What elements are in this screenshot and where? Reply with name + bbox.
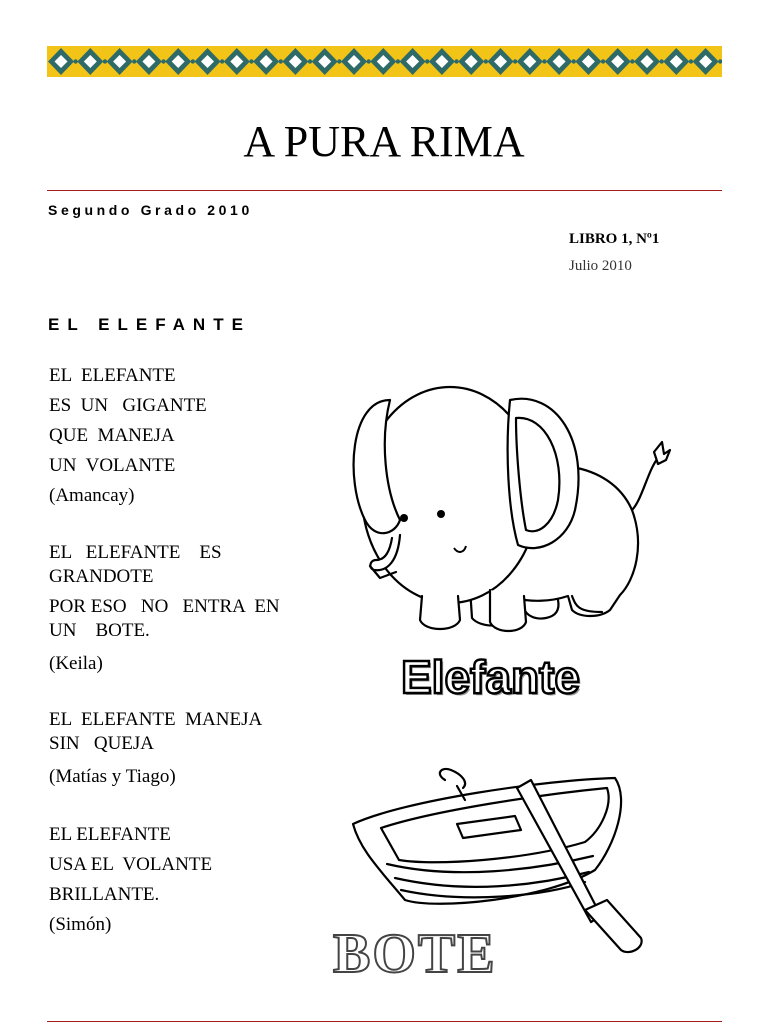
verse-line: SIN QUEJA bbox=[49, 733, 155, 754]
title-divider bbox=[47, 190, 722, 191]
verse-line: QUE MANEJA bbox=[49, 425, 175, 446]
verse-line: BRILLANTE. bbox=[49, 884, 160, 905]
banner-dot bbox=[689, 59, 693, 63]
verse-line: ES UN GIGANTE bbox=[49, 395, 207, 416]
verse-author: (Amancay) bbox=[49, 485, 135, 506]
verse-author: (Matías y Tiago) bbox=[49, 766, 176, 787]
banner-dot bbox=[454, 59, 458, 63]
grade-label: Segundo Grado 2010 bbox=[48, 202, 253, 218]
elephant-illustration bbox=[340, 360, 680, 650]
banner-dot bbox=[161, 59, 165, 63]
banner-dot bbox=[484, 59, 488, 63]
banner-dot bbox=[279, 59, 283, 63]
verse-line: EL ELEFANTE ES bbox=[49, 542, 222, 563]
banner-dot bbox=[425, 59, 429, 63]
poem-title: EL ELEFANTE bbox=[48, 315, 251, 334]
banner-dot bbox=[191, 59, 195, 63]
bottom-divider bbox=[47, 1021, 722, 1022]
banner-dot bbox=[659, 59, 663, 63]
banner-dot bbox=[572, 59, 576, 63]
banner-dot bbox=[249, 59, 253, 63]
stanza-4 bbox=[49, 820, 212, 940]
stanza-1 bbox=[49, 361, 207, 511]
page-title: A PURA RIMA bbox=[243, 117, 525, 166]
decorative-banner bbox=[47, 46, 722, 77]
verse-line: EL ELEFANTE bbox=[49, 824, 171, 845]
verse-line: POR ESO NO ENTRA EN bbox=[49, 596, 280, 617]
banner-dot bbox=[630, 59, 634, 63]
stanza-2 bbox=[49, 541, 280, 679]
stanza-3 bbox=[49, 708, 262, 792]
banner-dot bbox=[337, 59, 341, 63]
banner-dot bbox=[308, 59, 312, 63]
elephant-caption: Elefante bbox=[401, 651, 580, 703]
banner-dot bbox=[513, 59, 517, 63]
verse-author: (Keila) bbox=[49, 653, 103, 674]
verse-line: EL ELEFANTE MANEJA bbox=[49, 709, 263, 730]
verse-line: UN VOLANTE bbox=[49, 455, 176, 476]
banner-dot bbox=[396, 59, 400, 63]
banner-dot bbox=[718, 59, 722, 63]
banner-dot bbox=[220, 59, 224, 63]
issue-date: Julio 2010 bbox=[569, 258, 632, 274]
issue-number: LIBRO 1, Nº1 bbox=[569, 231, 660, 247]
verse-line: GRANDOTE bbox=[49, 566, 154, 587]
verse-line: USA EL VOLANTE bbox=[49, 854, 213, 875]
verse-line: EL ELEFANTE bbox=[49, 365, 176, 386]
banner-dot bbox=[542, 59, 546, 63]
verse-line: UN BOTE. bbox=[49, 620, 150, 641]
banner-dot bbox=[73, 59, 77, 63]
banner-dot bbox=[132, 59, 136, 63]
verse-author: (Simón) bbox=[49, 914, 112, 935]
banner-dot bbox=[366, 59, 370, 63]
banner-dot bbox=[601, 59, 605, 63]
banner-dot bbox=[103, 59, 107, 63]
boat-caption: BOTE bbox=[333, 923, 497, 985]
